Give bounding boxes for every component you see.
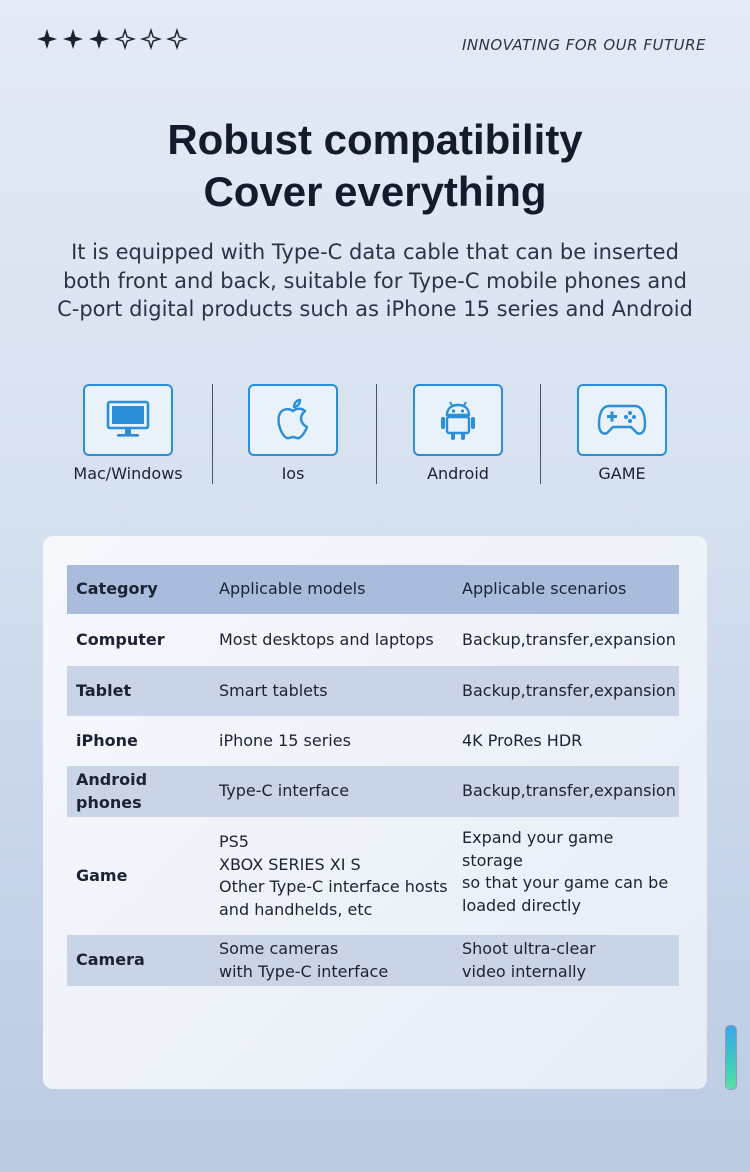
models-line: Most desktops and laptops [219,629,434,649]
models-line: Other Type-C interface hosts [219,877,448,896]
device-mac-windows [53,384,203,483]
scenarios-line: Shoot ultra-clear [462,939,596,958]
description-line-1: It is equipped with Type-C data cable that can be inserted [71,240,679,264]
header-applicable-scenarios: Applicable scenarios [462,579,627,599]
divider [212,384,213,484]
models-cell [210,666,453,716]
android-icon [438,398,478,442]
device-label: Android [427,464,489,483]
models-cell [210,614,453,666]
device-icon-box [248,384,338,456]
device-label: GAME [598,464,646,483]
device-icon-box [83,384,173,456]
divider [376,384,377,484]
table-row [67,716,679,766]
apple-icon [273,398,313,442]
models-line: Some cameras [219,939,339,958]
device-android [383,384,533,483]
models-line: iPhone 15 series [219,730,351,750]
table-row [67,614,679,666]
divider [540,384,541,484]
category-cell: Android phones [76,770,148,812]
scenarios-cell [453,766,679,817]
device-compatibility-row [0,384,750,484]
models-cell [210,935,453,986]
scenarios-cell [453,935,679,986]
category-cell: iPhone [76,730,138,750]
header-category: Category [76,579,158,599]
models-cell [210,766,453,817]
models-line: and handhelds, etc [219,899,373,919]
models-line: with Type-C interface [219,961,389,981]
category-cell: Game [76,865,128,885]
category-cell: Computer [76,629,165,649]
rating-stars [36,28,188,50]
tagline: INNOVATING FOR OUR FUTURE [461,36,706,54]
star-outline-icon [114,28,136,50]
star-filled-icon [62,28,84,50]
device-icon-box [413,384,503,456]
scenarios-line: Expand your game storage [462,828,614,870]
scenarios-cell [453,614,679,666]
table-row [67,766,679,817]
star-filled-icon [88,28,110,50]
table-row [67,666,679,716]
scenarios-line: Backup,transfer,expansion [462,629,676,649]
scroll-indicator[interactable] [725,1025,737,1090]
monitor-icon [106,400,150,440]
header-applicable-models: Applicable models [219,579,366,599]
table-row [67,935,679,986]
scenarios-line: Backup,transfer,expansion [462,781,676,801]
device-game [547,384,697,483]
table-row [67,817,679,935]
scenarios-line: video internally [462,961,587,981]
table-header-row [67,565,679,614]
top-bar [0,0,750,90]
device-label: Mac/Windows [73,464,183,483]
models-line: PS5 [219,832,249,851]
scenarios-line: Backup,transfer,expansion [462,680,676,700]
title-line-1: Robust compatibility [167,116,583,163]
category-cell: Tablet [76,680,132,700]
scenarios-cell [453,716,679,766]
description [40,238,710,324]
scenarios-cell [453,817,679,935]
models-line: Smart tablets [219,680,328,700]
device-label: Ios [281,464,305,483]
scenarios-line: loaded directly [462,895,581,915]
gamepad-icon [597,402,647,438]
device-ios [218,384,368,483]
description-line-2: both front and back, suitable for Type-C mobile phones and [63,268,687,293]
models-cell [210,716,453,766]
description-line-3: C-port digital products such as iPhone 15 series and Android [57,297,693,321]
star-outline-icon [166,28,188,50]
models-cell [210,817,453,935]
category-cell: Camera [76,950,145,970]
device-icon-box [577,384,667,456]
scenarios-line: 4K ProRes HDR [462,730,583,750]
models-line: XBOX SERIES XI S [219,854,361,874]
models-line: Type-C interface [219,781,350,801]
compatibility-table [67,565,679,986]
title-line-2: Cover everything [203,168,547,215]
scenarios-line: so that your game can be [462,873,669,892]
compatibility-card [43,536,707,1089]
page-title [0,114,750,218]
scenarios-cell [453,666,679,716]
star-filled-icon [36,28,58,50]
star-outline-icon [140,28,162,50]
